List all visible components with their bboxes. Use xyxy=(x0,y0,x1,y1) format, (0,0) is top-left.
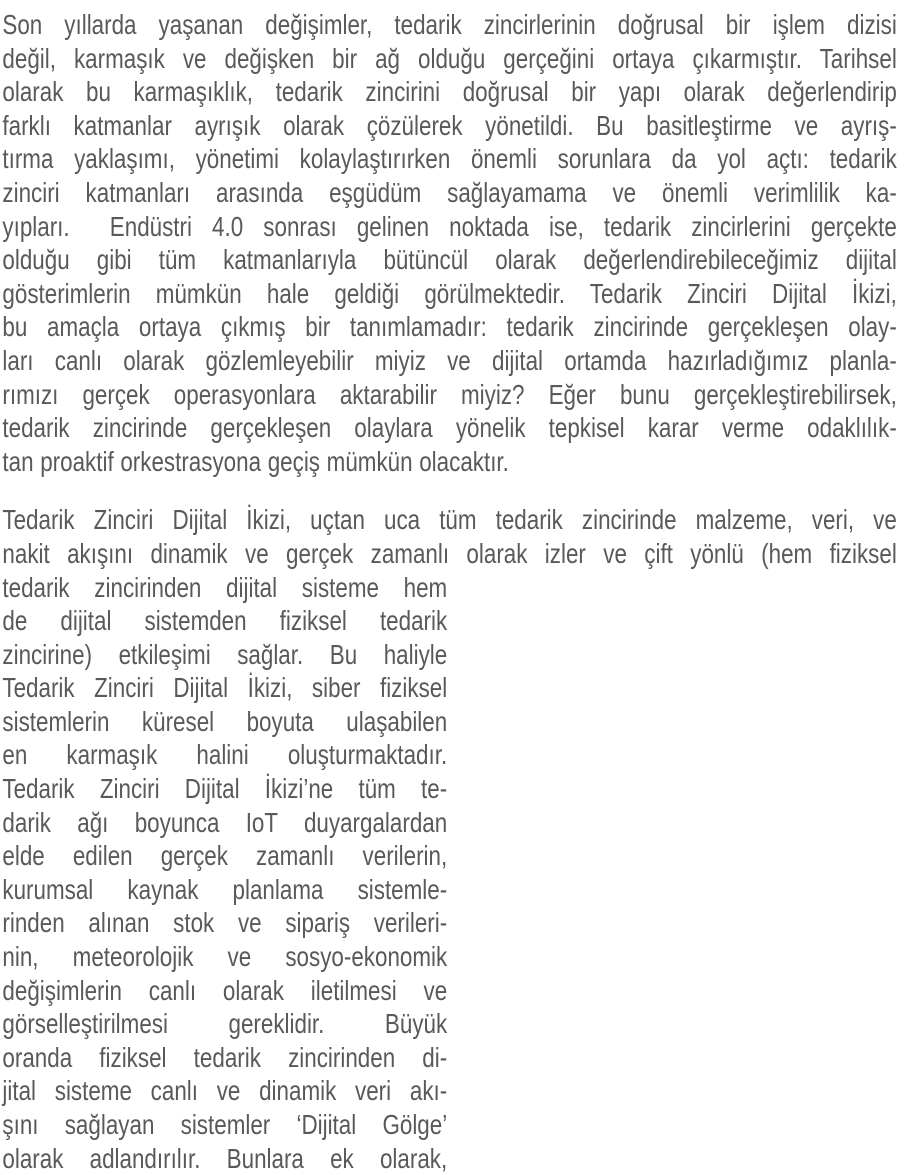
text-line: değişimlerin canlı olarak iletilmesi ve xyxy=(2,974,448,1006)
paragraph-2-narrow-column xyxy=(2,571,447,1175)
text-line: tedarik zincirinden dijital sisteme hem xyxy=(2,571,448,603)
text-line: olduğu gibi tüm katmanlarıyla bütüncül olarak değerlendirebileceğimiz dijital xyxy=(2,244,897,276)
text-line: tan proaktif orkestrasyona geçiş mümkün olacaktır. xyxy=(2,445,509,477)
text-line: nakit akışını dinamik ve gerçek zamanlı olarak izler ve çift yönlü (hem fiziksel xyxy=(2,537,897,569)
text-line: en karmaşık halini oluşturmaktadır. xyxy=(2,739,448,771)
text-line: nin, meteorolojik ve sosyo-ekonomik xyxy=(2,941,448,973)
text-line: Tedarik Zinciri Dijital İkizi, uçtan uca tüm tedarik zincirinde malzeme, veri, ve xyxy=(2,504,897,536)
text-line: elde edilen gerçek zamanlı verilerin, xyxy=(2,840,448,872)
text-line: sistemlerin küresel boyuta ulaşabilen xyxy=(2,705,448,737)
text-line: kurumsal kaynak planlama sistemle- xyxy=(2,873,448,905)
text-line: farklı katmanlar ayrışık olarak çözülerek yönetildi. Bu basitleştirme ve ayrış- xyxy=(2,109,897,141)
text-line: yıpları. Endüstri 4.0 sonrası gelinen noktada ise, tedarik zincirlerini gerçekte xyxy=(2,210,897,242)
text-line: değil, karmaşık ve değişken bir ağ olduğu gerçeğini ortaya çıkarmıştır. Tarihsel xyxy=(2,42,897,74)
text-line: rımızı gerçek operasyonlara aktarabilir miyiz? Eğer bunu gerçekleştirebilirsek, xyxy=(2,378,897,410)
text-line: gösterimlerin mümkün hale geldiği görülmektedir. Tedarik Zinciri Dijital İkizi, xyxy=(2,277,897,309)
text-line: bu amaçla ortaya çıkmış bir tanımlamadır: tedarik zincirinde gerçekleşen olay- xyxy=(2,311,897,343)
paragraph-supply-chain-intro xyxy=(2,8,896,478)
text-line: Son yıllarda yaşanan değişimler, tedarik zincirlerinin doğrusal bir işlem dizisi xyxy=(2,9,897,40)
text-line: zincirine) etkileşimi sağlar. Bu haliyle xyxy=(2,638,448,670)
text-line: tedarik zincirinde gerçekleşen olaylara yönelik tepkisel karar verme odaklılık- xyxy=(2,412,897,444)
text-line: Tedarik Zinciri Dijital İkizi, siber fiziksel xyxy=(2,672,448,704)
figure-placeholder xyxy=(460,578,904,1175)
text-line: oranda fiziksel tedarik zincirinden di- xyxy=(2,1041,448,1073)
text-line: olarak adlandırılır. Bunlara ek olarak, xyxy=(2,1142,448,1174)
text-line: Tedarik Zinciri Dijital İkizi’ne tüm te- xyxy=(2,773,448,805)
text-line: tırma yaklaşımı, yönetimi kolaylaştırırken önemli sorunlara da yol açtı: tedarik xyxy=(2,143,897,175)
text-line: de dijital sistemden fiziksel tedarik xyxy=(2,605,448,637)
text-line: ları canlı olarak gözlemleyebilir miyiz ve dijital ortamda hazırladığımız planla- xyxy=(2,344,897,376)
text-line: zinciri katmanları arasında eşgüdüm sağlayamama ve önemli verimlilik ka- xyxy=(2,176,897,208)
text-line: rinden alınan stok ve sipariş verileri- xyxy=(2,907,448,939)
text-line: şını sağlayan sistemler ‘Dijital Gölge’ xyxy=(2,1109,448,1140)
text-line: darik ağı boyunca IoT duyargalardan xyxy=(2,806,448,838)
paragraph-2-full-width-lines xyxy=(2,503,896,570)
text-line: görselleştirilmesi gereklidir. Büyük xyxy=(2,1008,448,1040)
text-line: jital sisteme canlı ve dinamik veri akı- xyxy=(2,1075,448,1107)
text-line: olarak bu karmaşıklık, tedarik zincirini doğrusal bir yapı olarak değerlendirip xyxy=(2,76,897,108)
